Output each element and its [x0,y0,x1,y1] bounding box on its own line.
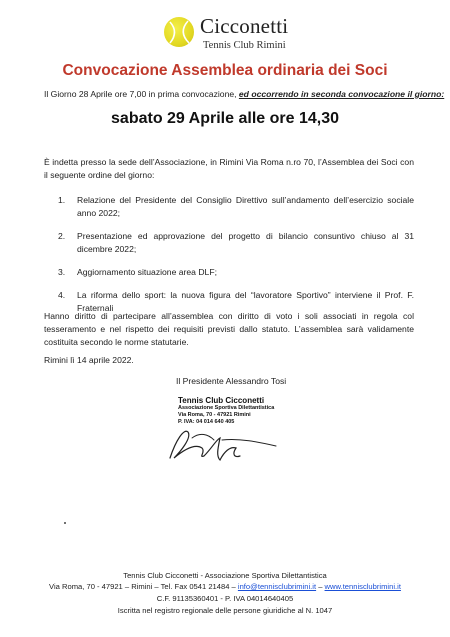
footer-line-contacts [0,582,450,591]
agenda-number: 1. [58,195,66,205]
tennis-ball-logo-icon [164,17,194,47]
agenda-text: Aggiornamento situazione area DLF; [77,267,217,277]
paragraph-voting-rights: Hanno diritto di partecipare all’assemblea con diritto di voto i soli associati in regola col tesseramento e nel rispetto dei requisiti previsti dallo statuto. L’assemblea sarà validamente costituita secondo le norme statutarie. [44,311,414,347]
footer-separator: – [316,582,325,591]
agenda-number: 2. [58,231,66,241]
agenda-item [58,230,414,256]
email-link[interactable]: info@tennisclubrimini.it [237,582,317,591]
agenda-text: Relazione del Presidente del Consiglio Direttivo sull’andamento dell’esercizio sociale anno 2022; [77,195,414,218]
footer-address: Via Roma, 70 - 47921 – Rimini – Tel. Fax 0541 21484 – [49,582,238,591]
stamp-line: Associazione Sportiva Dilettantistica [178,405,275,411]
website-link[interactable]: www.tennisclubrimini.it [324,582,401,591]
signatory: Il Presidente Alessandro Tosi [176,376,287,386]
brand-subtitle: Tennis Club Rimini [203,40,286,51]
agenda-text: Presentazione ed approvazione del progetto di bilancio consuntivo chiuso al 31 dicembre 2022; [77,231,414,254]
paragraph-convocation: È indetta presso la sede dell’Associazione, in Rimini Via Roma n.ro 70, l’Assemblea dei Soci con il seguente ordine del giorno: [44,157,414,180]
stamp-line: Via Roma, 70 - 47921 Rimini [178,412,251,418]
place-date: Rimini lì 14 aprile 2022. [44,355,134,365]
stray-dot [64,522,66,524]
agenda-number: 4. [58,290,66,300]
footer-line-tax: C.F. 91135360401 - P. IVA 04014640405 [156,594,294,603]
stamp-line: P. IVA: 04 014 640 405 [178,419,235,425]
stamp-line: Tennis Club Cicconetti [178,396,265,405]
agenda-text: La riforma dello sport: la nuova figura del “lavoratore Sportivo” interviene il Prof. F. Fraternali [77,290,414,313]
footer-line-association: Tennis Club Cicconetti - Associazione Sportiva Dilettantistica [123,571,327,580]
agenda-number: 3. [58,267,66,277]
document-title: Convocazione Assemblea ordinaria dei Soci [62,62,388,79]
footer-line-registry: Iscritta nel registro regionale delle persone giuridiche al N. 1047 [117,606,333,615]
agenda-list [58,194,414,325]
agenda-item [58,266,414,279]
agenda-item [58,194,414,220]
intro-line [44,89,444,99]
brand-name: Cicconetti [200,14,289,38]
meeting-date: sabato 29 Aprile alle ore 14,30 [111,110,339,127]
intro-text: Il Giorno 28 Aprile ore 7,00 in prima convocazione, [44,89,239,99]
handwritten-signature [162,418,282,473]
intro-emphasis: ed occorrendo in seconda convocazione il giorno: [238,89,445,99]
